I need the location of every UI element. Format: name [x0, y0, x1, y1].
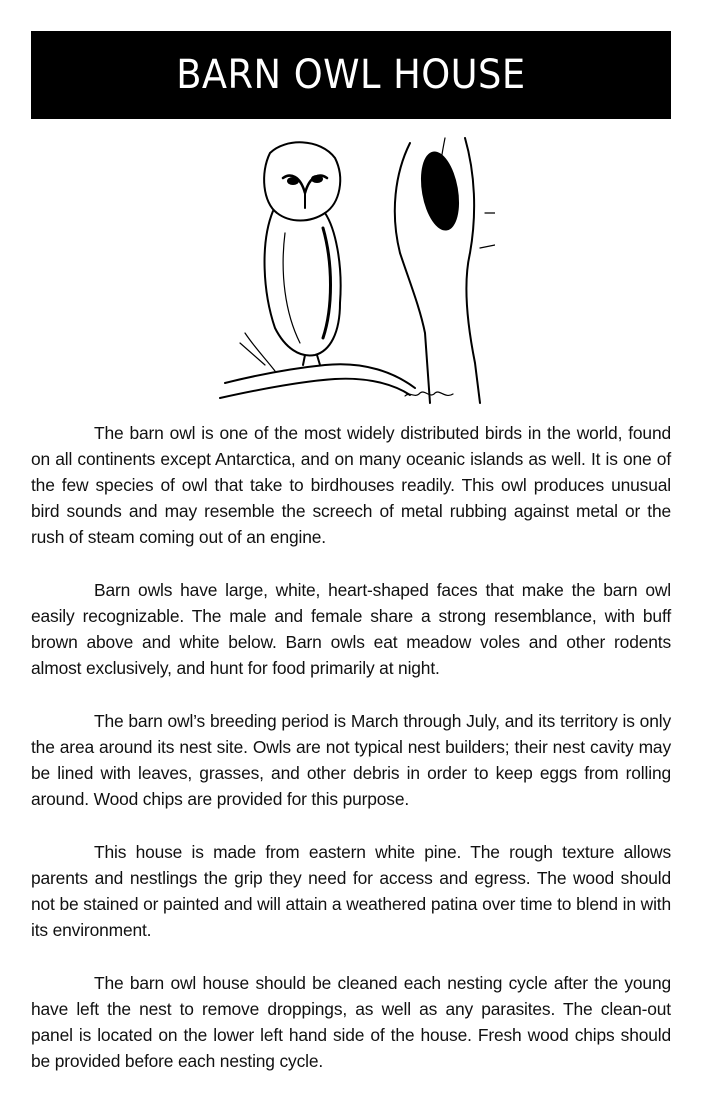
- paragraph-maintenance: The barn owl house should be cleaned each nesting cycle after the young have left the nest to remove droppings, as well as any parasites. The clean-out panel is located on the lower left hand side of the house. Fresh wood chips should be provided before each nesting cycle.: [31, 973, 671, 1071]
- owl-eye-left: [287, 177, 299, 185]
- page-title: BARN OWL HOUSE: [176, 52, 526, 98]
- title-banner: [31, 31, 671, 119]
- owl-head: [264, 142, 340, 220]
- paragraph-construction: This house is made from eastern white pine. The rough texture allows parents and nestlings the grip they need for access and egress. The wood should not be stained or painted and will attain a weathered patina over time to blend in with its environment.: [31, 842, 671, 940]
- owl-eye-right: [311, 175, 323, 183]
- paragraph-intro: The barn owl is one of the most widely distributed birds in the world, found on all continents except Antarctica, and on many oceanic islands as well. It is one of the few species of owl that take to birdhouses readily. This owl produces unusual bird sounds and may resemble the screech of metal rubbing against metal or the rush of steam coming out of an engine.: [31, 423, 671, 547]
- paragraph-appearance: Barn owls have large, white, heart-shaped faces that make the barn owl easily recognizable. The male and female share a strong resemblance, with buff brown above and white below. Barn owls eat meadow voles and other rodents almost exclusively, and hunt for food primarily at night.: [31, 580, 671, 678]
- tree-cavity: [415, 148, 464, 233]
- paragraph-breeding: The barn owl’s breeding period is March through July, and its territory is only the area around its nest site. Owls are not typical nest builders; their nest cavity may be lined with leaves, grasses, and other debris in order to keep eggs from rolling around. Wood chips are provided for this purpose.: [31, 711, 671, 809]
- document-body: [31, 420, 671, 1101]
- barn-owl-illustration: [205, 133, 495, 408]
